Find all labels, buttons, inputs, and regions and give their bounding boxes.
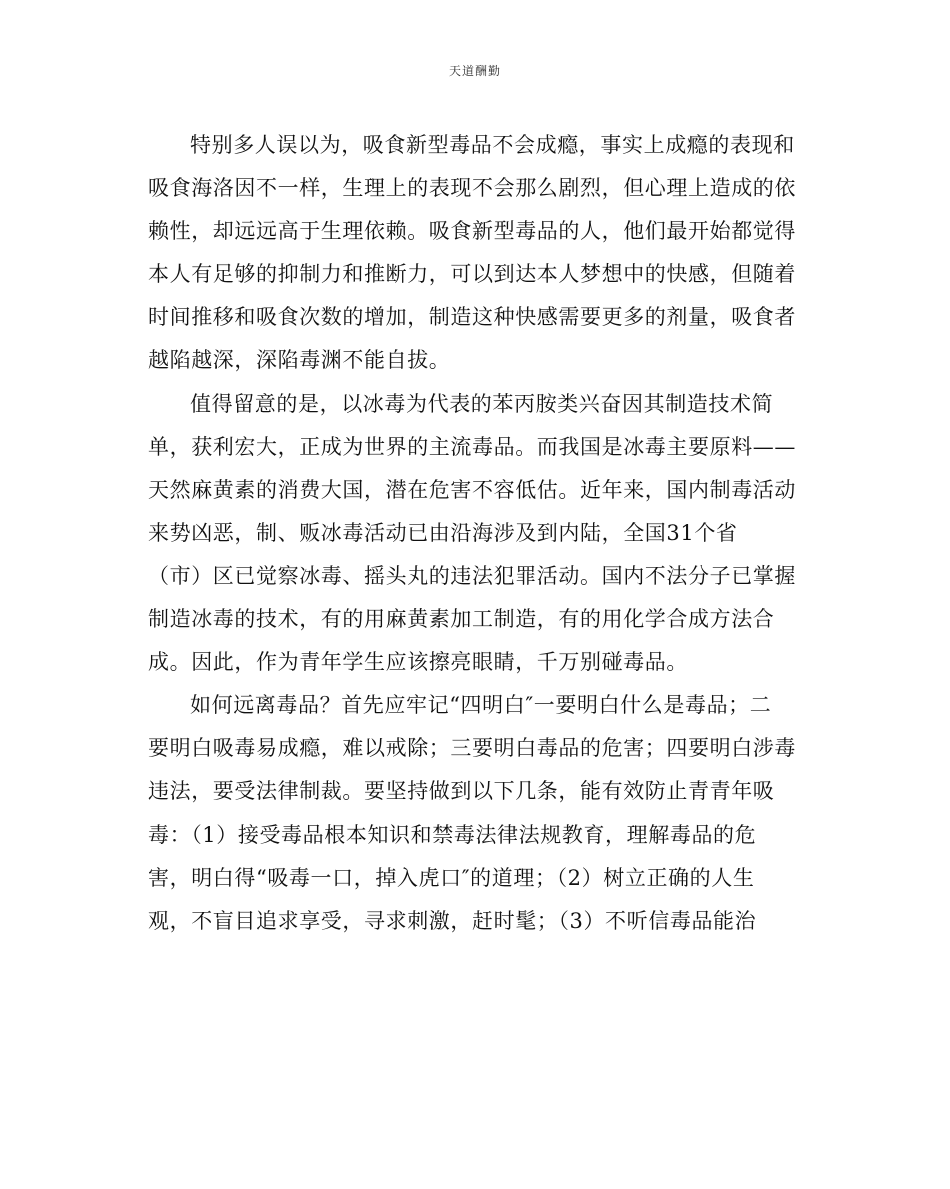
text-line: 越陷越深，深陷毒渊不能自拔。	[148, 348, 451, 373]
text-line: 毒：（1）接受毒品根本知识和禁毒法律法规教育，理解毒品的危	[148, 822, 757, 847]
text-line: 观，不盲目追求享受，寻求刺激，赶时髦；（3）不听信毒品能治	[148, 908, 757, 933]
text-line: 值得留意的是，以冰毒为代表的苯丙胺类兴奋因其制造技术简	[190, 391, 774, 416]
text-line: 单，获利宏大，正成为世界的主流毒品。而我国是冰毒主要原料——	[148, 434, 796, 459]
text-line: 时间推移和吸食次数的增加，制造这种快感需要更多的剂量，吸食者	[148, 305, 796, 330]
text-line: 赖性，却远远高于生理依赖。吸食新型毒品的人，他们最开始都觉得	[148, 219, 796, 244]
text-line: 制造冰毒的技术，有的用麻黄素加工制造，有的用化学合成方法合	[148, 607, 775, 632]
text-line: 来势凶恶，制、贩冰毒活动已由沿海涉及到内陆，全国31个省	[148, 520, 738, 545]
paragraph-1	[148, 124, 802, 383]
text-line: 成。因此，作为青年学生应该擦亮眼睛，千万别碰毒品。	[148, 650, 688, 675]
text-line: 吸食海洛因不一样，生理上的表现不会那么剧烈，但心理上造成的依	[148, 176, 796, 201]
text-line: 特别多人误以为，吸食新型毒品不会成瘾，事实上成瘾的表现和	[190, 133, 795, 157]
paragraph-2	[148, 383, 802, 685]
text-line: 害，明白得“吸毒一口，掉入虎口″的道理；（2）树立正确的人生	[148, 865, 755, 890]
text-line: （市）区已觉察冰毒、摇头丸的违法犯罪活动。国内不法分子已掌握	[148, 563, 796, 588]
text-line: 如何远离毒品？首先应牢记“四明白″一要明白什么是毒品；二	[190, 693, 772, 718]
page-header: 天道酬勤	[448, 64, 501, 78]
text-line: 要明白吸毒易成瘾，难以戒除；三要明白毒品的危害；四要明白涉毒	[148, 736, 796, 761]
text-line: 本人有足够的抑制力和推断力，可以到达本人梦想中的快感，但随着	[148, 262, 796, 287]
paragraph-3	[148, 684, 802, 943]
text-line: 违法，要受法律制裁。要坚持做到以下几条，能有效防止青青年吸	[148, 779, 775, 804]
document-body	[148, 124, 802, 943]
text-line: 天然麻黄素的消费大国，潜在危害不容低估。近年来，国内制毒活动	[148, 477, 796, 502]
